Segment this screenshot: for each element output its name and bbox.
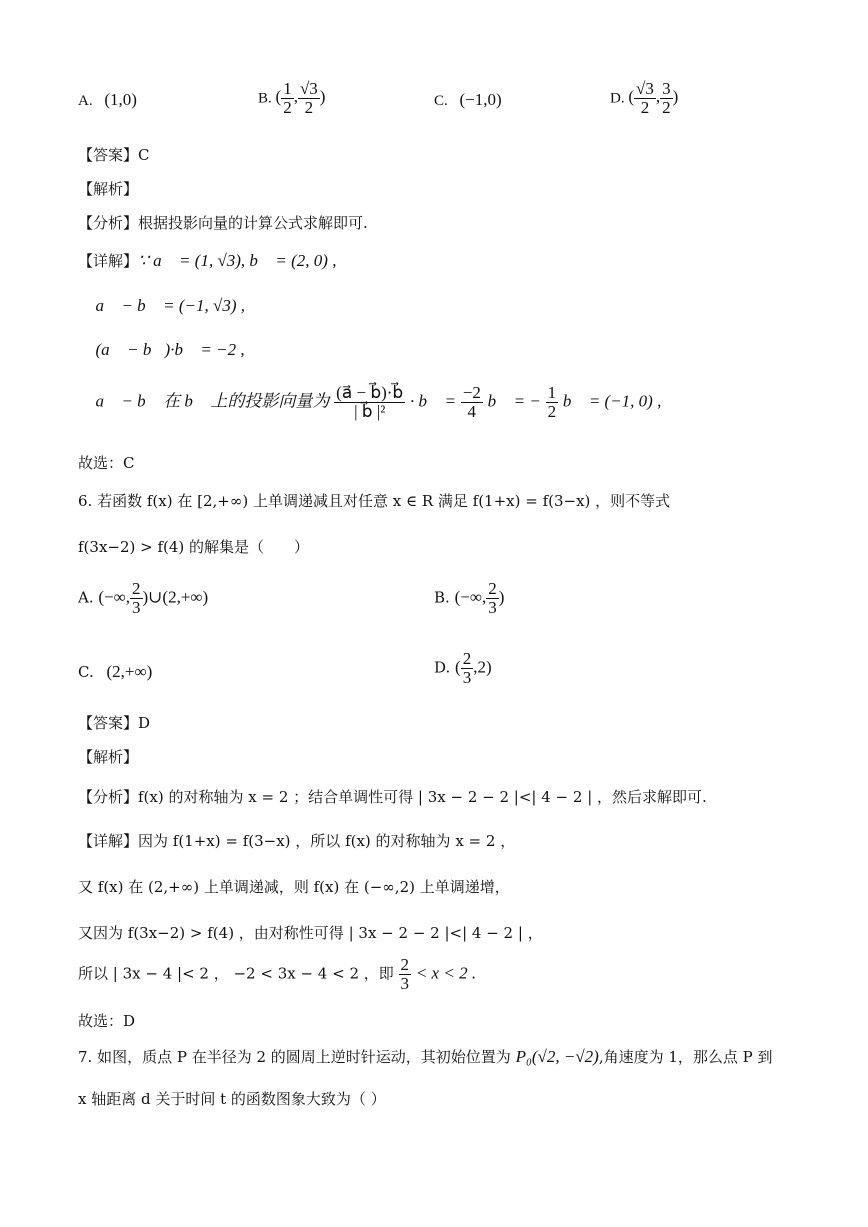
q5-detail-line4: ∴ a⃗ − b⃗ 在 b⃗ 上的投影向量为 $\frac{(a⃗ - b⃗)\cdot b⃗}{\text{| b⃗ |²}}$ · b⃗ = $\frac{-2}{4}$ b⃗ = − $\frac{1}{2}$ b⃗ = (−1, 0) ,: [78, 383, 662, 421]
q6-option-a: A. (−∞, $\frac{2}{3}$ )∪(2,+∞): [78, 579, 209, 617]
q7-stem-line2: x 轴距离 d 关于时间 t 的函数图象大致为（ ）: [78, 1090, 386, 1108]
q5-option-c: [434, 90, 502, 110]
q6-option-c: C. (2,+∞): [78, 662, 153, 681]
q6-stem-line1: 6. 若函数 f(x) 在 [2,+∞) 上单调递减且对任意 x ∈ R 满足 f(1+x) = f(3−x) ，则不等式: [78, 492, 671, 510]
q6-choice: 故选：D: [78, 1012, 136, 1030]
q6-analysis-heading: 【解析】: [78, 748, 139, 766]
q5-option-d-math: ( $\frac{√3}{2}$ , $\frac{3}{2}$ ): [628, 79, 679, 117]
q6-answer: 【答案】D: [78, 714, 151, 732]
q6-option-d: D. ( $\frac{2}{3}$ ,2): [434, 649, 492, 687]
q5-detail-line2: ∴ a⃗ − b⃗ = (−1, √3) ,: [78, 296, 245, 315]
q5-option-d: [610, 80, 678, 117]
q5-analysis: 【分析】根据投影向量的计算公式求解即可.: [78, 214, 368, 232]
q6-analysis: 【分析】f(x) 的对称轴为 x = 2 ；结合单调性可得 | 3x − 2 − 2 |<| 4 − 2 | ，然后求解即可.: [78, 788, 707, 806]
q5-option-b-label: B.: [258, 90, 272, 107]
q5-detail-line1: 【详解】∵ a⃗ = (1, √3), b⃗ = (2, 0) ,: [78, 251, 337, 270]
q7-stem-line1: 7. 如图，质点 P 在半径为 2 的圆周上逆时针运动，其初始位置为 P₀(√2, −√2),角速度为 1，那么点 P 到: [78, 1047, 773, 1066]
q5-option-d-label: D.: [610, 90, 625, 107]
q6-detail1: 【详解】因为 f(1+x) = f(3−x) ，所以 f(x) 的对称轴为 x = 2 ，: [78, 832, 516, 850]
q5-answer: 【答案】C: [78, 146, 150, 164]
q5-option-c-text: (−1,0): [459, 90, 502, 109]
q5-option-b: [258, 80, 325, 117]
q5-detail-line3: ∴ (a⃗ − b⃗)·b⃗ = −2 ,: [78, 340, 245, 359]
q5-option-a-label: A.: [78, 93, 93, 109]
q5-option-a-text: (1,0): [104, 90, 137, 109]
q5-option-b-math: ( $\frac{1}{2}$ , $\frac{√3}{2}$ ): [275, 79, 326, 117]
q6-detail2: 又 f(x) 在 (2,+∞) 上单调递减，则 f(x) 在 (−∞,2) 上单调递增，: [78, 878, 510, 896]
q6-detail4: 所以 | 3x − 4 |< 2 ， −2 < 3x − 4 < 2 ，即 $\frac{2}{3}$ < x < 2 .: [78, 955, 477, 993]
q5-option-c-label: C.: [434, 93, 448, 109]
projection-fraction: $\frac{(a⃗ - b⃗)\cdot b⃗}{\text{| b⃗ |²}}$: [336, 383, 404, 421]
q6-stem-line2: f(3x−2) > f(4) 的解集是（ ）: [78, 538, 310, 556]
q6-detail3: 又因为 f(3x−2) > f(4) ，由对称性可得 | 3x − 2 − 2 |<| 4 − 2 | ，: [78, 924, 543, 942]
q6-option-b: B. (−∞, $\frac{2}{3}$ ): [434, 579, 505, 617]
q5-choice: 故选：C: [78, 454, 135, 472]
q5-option-a: [78, 90, 137, 110]
q5-analysis-heading: 【解析】: [78, 180, 139, 198]
